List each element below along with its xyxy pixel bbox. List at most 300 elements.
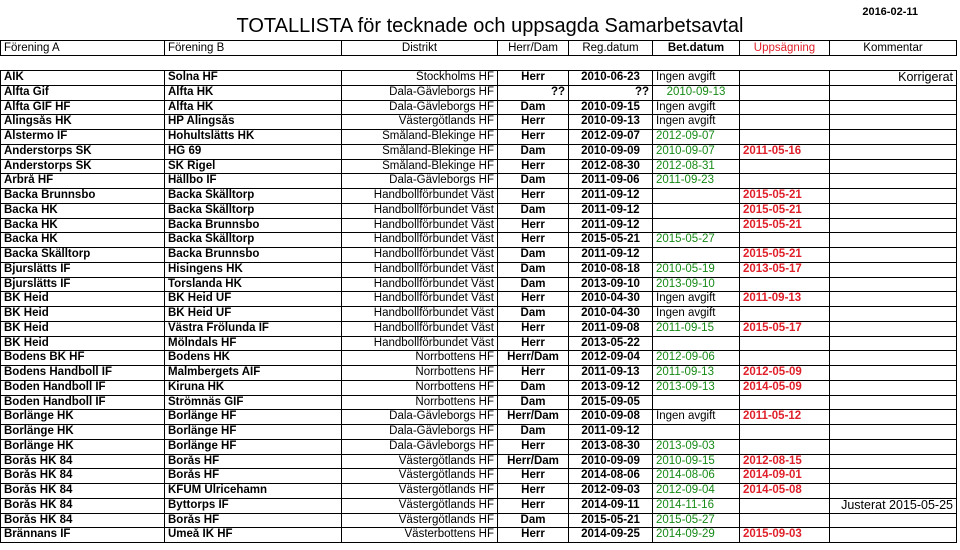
comment-cell <box>830 395 957 410</box>
club-b-cell: Torslanda HK <box>165 277 342 292</box>
termination-cell <box>740 513 830 528</box>
termination-cell <box>740 307 830 322</box>
gender-cell: Herr <box>498 469 569 484</box>
district-cell: Handbollförbundet Väst <box>342 233 498 248</box>
club-a-cell: Boden Handboll IF <box>1 395 165 410</box>
reg-date-cell: 2013-09-10 <box>569 277 653 292</box>
table-row <box>1 115 957 130</box>
club-a-cell: Bodens Handboll IF <box>1 366 165 381</box>
paid-date-cell: 2014-11-16 <box>653 498 740 513</box>
termination-cell: 2015-05-17 <box>740 321 830 336</box>
table-row <box>1 189 957 204</box>
paid-date-cell: 2010-05-19 <box>653 262 740 277</box>
header-uppsagning: Uppsägning <box>740 41 830 56</box>
reg-date-cell: 2015-05-21 <box>569 513 653 528</box>
table-row <box>1 233 957 248</box>
comment-cell <box>830 100 957 115</box>
table-row <box>1 513 957 528</box>
club-b-cell: KFUM Ulricehamn <box>165 484 342 499</box>
header-reg-datum: Reg.datum <box>569 41 653 56</box>
reg-date-cell: 2010-04-30 <box>569 307 653 322</box>
gender-cell: Herr/Dam <box>498 454 569 469</box>
gender-cell: Herr <box>498 115 569 130</box>
district-cell: Handbollförbundet Väst <box>342 218 498 233</box>
table-row <box>1 439 957 454</box>
gender-cell: Herr <box>498 321 569 336</box>
gender-cell: Herr <box>498 336 569 351</box>
club-a-cell: Backa HK <box>1 203 165 218</box>
reg-date-cell: 2012-09-07 <box>569 130 653 145</box>
gender-cell: Herr <box>498 233 569 248</box>
district-cell: Västergötlands HF <box>342 469 498 484</box>
table-row <box>1 248 957 263</box>
termination-cell <box>740 498 830 513</box>
gender-cell: Herr <box>498 498 569 513</box>
termination-cell: 2014-05-09 <box>740 380 830 395</box>
gender-cell: Dam <box>498 277 569 292</box>
club-a-cell: Borås HK 84 <box>1 484 165 499</box>
paid-date-cell: 2010-09-13 <box>653 85 740 100</box>
club-b-cell: BK Heid UF <box>165 307 342 322</box>
district-cell: Dala-Gävleborgs HF <box>342 85 498 100</box>
gender-cell: Herr <box>498 71 569 86</box>
comment-cell <box>830 484 957 499</box>
gender-cell: ?? <box>498 85 569 100</box>
club-b-cell: Malmbergets AIF <box>165 366 342 381</box>
paid-date-cell <box>653 395 740 410</box>
district-cell: Småland-Blekinge HF <box>342 159 498 174</box>
termination-cell: 2015-05-21 <box>740 248 830 263</box>
reg-date-cell: 2015-09-05 <box>569 395 653 410</box>
paid-date-cell: 2011-09-23 <box>653 174 740 189</box>
club-a-cell: Brännans IF <box>1 528 165 543</box>
termination-cell: 2012-08-15 <box>740 454 830 469</box>
district-cell: Handbollförbundet Väst <box>342 262 498 277</box>
gender-cell: Herr <box>498 159 569 174</box>
header-herr-dam: Herr/Dam <box>498 41 569 56</box>
table-row <box>1 85 957 100</box>
comment-cell: Justerat 2015-05-25 <box>830 498 957 513</box>
club-b-cell: HG 69 <box>165 144 342 159</box>
comment-cell: Korrigerat <box>830 71 957 86</box>
gender-cell: Herr <box>498 292 569 307</box>
table-row <box>1 159 957 174</box>
reg-date-cell: 2011-09-12 <box>569 248 653 263</box>
paid-date-cell: Ingen avgift <box>653 410 740 425</box>
district-cell: Västerbottens HF <box>342 528 498 543</box>
reg-date-cell: 2012-08-30 <box>569 159 653 174</box>
termination-cell: 2014-05-08 <box>740 484 830 499</box>
header-distrikt: Distrikt <box>342 41 498 56</box>
comment-cell <box>830 336 957 351</box>
termination-cell: 2011-05-16 <box>740 144 830 159</box>
reg-date-cell: 2014-09-11 <box>569 498 653 513</box>
comment-cell <box>830 277 957 292</box>
reg-date-cell: 2011-09-12 <box>569 189 653 204</box>
gender-cell: Dam <box>498 380 569 395</box>
district-cell: Handbollförbundet Väst <box>342 292 498 307</box>
table-row <box>1 174 957 189</box>
reg-date-cell: 2013-08-30 <box>569 439 653 454</box>
gender-cell: Dam <box>498 203 569 218</box>
comment-cell <box>830 410 957 425</box>
gender-cell: Herr <box>498 130 569 145</box>
table-row <box>1 469 957 484</box>
comment-cell <box>830 292 957 307</box>
table-row <box>1 100 957 115</box>
district-cell: Västergötlands HF <box>342 513 498 528</box>
club-a-cell: BK Heid <box>1 292 165 307</box>
termination-cell <box>740 336 830 351</box>
table-row <box>1 410 957 425</box>
table-row <box>1 292 957 307</box>
comment-cell <box>830 174 957 189</box>
header-forening-b: Förening B <box>165 41 342 56</box>
club-b-cell: Borlänge HF <box>165 439 342 454</box>
termination-cell <box>740 395 830 410</box>
table-row <box>1 380 957 395</box>
paid-date-cell: 2014-08-06 <box>653 469 740 484</box>
club-b-cell: Västra Frölunda IF <box>165 321 342 336</box>
district-cell: Norrbottens HF <box>342 366 498 381</box>
paid-date-cell: Ingen avgift <box>653 292 740 307</box>
gender-cell: Herr <box>498 218 569 233</box>
club-a-cell: Bjurslätts IF <box>1 262 165 277</box>
paid-date-cell <box>653 425 740 440</box>
paid-date-cell: 2011-09-13 <box>653 366 740 381</box>
paid-date-cell <box>653 248 740 263</box>
paid-date-cell <box>653 336 740 351</box>
termination-cell <box>740 100 830 115</box>
club-a-cell: Arbrå HF <box>1 174 165 189</box>
reg-date-cell: 2010-04-30 <box>569 292 653 307</box>
table-row <box>1 425 957 440</box>
club-a-cell: Borås HK 84 <box>1 454 165 469</box>
district-cell: Västergötlands HF <box>342 498 498 513</box>
table-row <box>1 366 957 381</box>
club-a-cell: Alfta GIF HF <box>1 100 165 115</box>
document-title: TOTALLISTA för tecknade och uppsagda Samarbetsavtal <box>236 15 744 37</box>
district-cell: Dala-Gävleborgs HF <box>342 410 498 425</box>
club-a-cell: Backa Brunnsbo <box>1 189 165 204</box>
district-cell: Handbollförbundet Väst <box>342 321 498 336</box>
district-cell: Norrbottens HF <box>342 395 498 410</box>
club-a-cell: Borås HK 84 <box>1 469 165 484</box>
table-row <box>1 321 957 336</box>
district-cell: Småland-Blekinge HF <box>342 130 498 145</box>
club-a-cell: Boden Handboll IF <box>1 380 165 395</box>
club-b-cell: BK Heid UF <box>165 292 342 307</box>
gender-cell: Dam <box>498 395 569 410</box>
termination-cell <box>740 174 830 189</box>
comment-cell <box>830 366 957 381</box>
reg-date-cell: 2011-09-08 <box>569 321 653 336</box>
club-b-cell: HP Alingsås <box>165 115 342 130</box>
reg-date-cell: ?? <box>569 85 653 100</box>
termination-cell <box>740 130 830 145</box>
paid-date-cell: 2012-08-31 <box>653 159 740 174</box>
paid-date-cell: Ingen avgift <box>653 115 740 130</box>
termination-cell <box>740 85 830 100</box>
reg-date-cell: 2015-05-21 <box>569 233 653 248</box>
agreements-table <box>0 70 957 543</box>
district-cell: Småland-Blekinge HF <box>342 144 498 159</box>
reg-date-cell: 2014-08-06 <box>569 469 653 484</box>
paid-date-cell: 2010-09-15 <box>653 454 740 469</box>
comment-cell <box>830 189 957 204</box>
termination-cell: 2011-05-12 <box>740 410 830 425</box>
club-b-cell: Backa Skälltorp <box>165 203 342 218</box>
club-a-cell: Bjurslätts IF <box>1 277 165 292</box>
gender-cell: Dam <box>498 307 569 322</box>
comment-cell <box>830 454 957 469</box>
comment-cell <box>830 248 957 263</box>
district-cell: Dala-Gävleborgs HF <box>342 425 498 440</box>
paid-date-cell: 2013-09-03 <box>653 439 740 454</box>
club-b-cell: Solna HF <box>165 71 342 86</box>
termination-cell <box>740 115 830 130</box>
table-row <box>1 484 957 499</box>
club-b-cell: Backa Brunnsbo <box>165 248 342 263</box>
reg-date-cell: 2014-09-25 <box>569 528 653 543</box>
comment-cell <box>830 469 957 484</box>
district-cell: Stockholms HF <box>342 71 498 86</box>
termination-cell: 2011-09-13 <box>740 292 830 307</box>
document-date: 2016-02-11 <box>862 6 918 18</box>
district-cell: Norrbottens HF <box>342 380 498 395</box>
paid-date-cell: 2013-09-13 <box>653 380 740 395</box>
table-row <box>1 218 957 233</box>
reg-date-cell: 2013-09-12 <box>569 380 653 395</box>
reg-date-cell: 2012-09-04 <box>569 351 653 366</box>
district-cell: Handbollförbundet Väst <box>342 189 498 204</box>
paid-date-cell: 2010-09-07 <box>653 144 740 159</box>
paid-date-cell: 2015-05-27 <box>653 233 740 248</box>
club-b-cell: Borås HF <box>165 454 342 469</box>
termination-cell <box>740 439 830 454</box>
termination-cell: 2014-09-01 <box>740 469 830 484</box>
paid-date-cell: 2014-09-29 <box>653 528 740 543</box>
table-row <box>1 307 957 322</box>
club-a-cell: Alingsås HK <box>1 115 165 130</box>
reg-date-cell: 2013-05-22 <box>569 336 653 351</box>
reg-date-cell: 2010-09-08 <box>569 410 653 425</box>
club-b-cell: Hohultslätts HK <box>165 130 342 145</box>
header-forening-a: Förening A <box>1 41 165 56</box>
club-b-cell: Backa Skälltorp <box>165 189 342 204</box>
paid-date-cell: Ingen avgift <box>653 307 740 322</box>
district-cell: Västergötlands HF <box>342 484 498 499</box>
termination-cell <box>740 71 830 86</box>
district-cell: Handbollförbundet Väst <box>342 336 498 351</box>
gender-cell: Dam <box>498 262 569 277</box>
gender-cell: Herr <box>498 484 569 499</box>
comment-cell <box>830 218 957 233</box>
header-bet-datum: Bet.datum <box>653 41 740 56</box>
comment-cell <box>830 130 957 145</box>
club-a-cell: BK Heid <box>1 307 165 322</box>
paid-date-cell <box>653 189 740 204</box>
paid-date-cell <box>653 203 740 218</box>
club-a-cell: Anderstorps SK <box>1 159 165 174</box>
table-row <box>1 528 957 543</box>
club-b-cell: Strömnäs GIF <box>165 395 342 410</box>
club-a-cell: Borlänge HK <box>1 410 165 425</box>
club-b-cell: Hisingens HK <box>165 262 342 277</box>
table-row <box>1 395 957 410</box>
comment-cell <box>830 233 957 248</box>
club-a-cell: Alfta Gif <box>1 85 165 100</box>
gender-cell: Herr/Dam <box>498 351 569 366</box>
district-cell: Handbollförbundet Väst <box>342 307 498 322</box>
reg-date-cell: 2011-09-12 <box>569 203 653 218</box>
paid-date-cell: 2015-05-27 <box>653 513 740 528</box>
comment-cell <box>830 380 957 395</box>
paid-date-cell: 2012-09-07 <box>653 130 740 145</box>
reg-date-cell: 2012-09-03 <box>569 484 653 499</box>
reg-date-cell: 2010-09-09 <box>569 454 653 469</box>
termination-cell <box>740 159 830 174</box>
table-row <box>1 498 957 513</box>
gender-cell: Dam <box>498 248 569 263</box>
district-cell: Dala-Gävleborgs HF <box>342 439 498 454</box>
reg-date-cell: 2010-09-09 <box>569 144 653 159</box>
club-a-cell: Backa HK <box>1 233 165 248</box>
comment-cell <box>830 203 957 218</box>
reg-date-cell: 2011-09-12 <box>569 218 653 233</box>
paid-date-cell: Ingen avgift <box>653 71 740 86</box>
table-row <box>1 262 957 277</box>
club-b-cell: SK Rigel <box>165 159 342 174</box>
table-row <box>1 277 957 292</box>
termination-cell <box>740 351 830 366</box>
reg-date-cell: 2010-09-15 <box>569 100 653 115</box>
paid-date-cell: 2013-09-10 <box>653 277 740 292</box>
gender-cell: Dam <box>498 513 569 528</box>
comment-cell <box>830 439 957 454</box>
termination-cell: 2015-05-21 <box>740 203 830 218</box>
club-b-cell: Backa Skälltorp <box>165 233 342 248</box>
comment-cell <box>830 425 957 440</box>
reg-date-cell: 2011-09-06 <box>569 174 653 189</box>
gender-cell: Dam <box>498 144 569 159</box>
comment-cell <box>830 144 957 159</box>
club-b-cell: Hällbo IF <box>165 174 342 189</box>
club-a-cell: AIK <box>1 71 165 86</box>
comment-cell <box>830 307 957 322</box>
gender-cell: Herr <box>498 189 569 204</box>
district-cell: Västergötlands HF <box>342 115 498 130</box>
termination-cell: 2013-05-17 <box>740 262 830 277</box>
club-b-cell: Backa Brunnsbo <box>165 218 342 233</box>
table-row <box>1 336 957 351</box>
header-kommentar: Kommentar <box>830 41 957 56</box>
gender-cell: Dam <box>498 100 569 115</box>
club-b-cell: Borlänge HF <box>165 425 342 440</box>
table-row <box>1 144 957 159</box>
gender-cell: Herr <box>498 528 569 543</box>
club-a-cell: Anderstorps SK <box>1 144 165 159</box>
district-cell: Handbollförbundet Väst <box>342 203 498 218</box>
comment-cell <box>830 321 957 336</box>
club-b-cell: Borlänge HF <box>165 410 342 425</box>
club-b-cell: Alfta HK <box>165 100 342 115</box>
comment-cell <box>830 85 957 100</box>
district-cell: Dala-Gävleborgs HF <box>342 174 498 189</box>
table-row <box>1 351 957 366</box>
paid-date-cell <box>653 218 740 233</box>
district-cell: Handbollförbundet Väst <box>342 248 498 263</box>
club-b-cell: Umeå IK HF <box>165 528 342 543</box>
club-b-cell: Borås HF <box>165 513 342 528</box>
club-a-cell: Backa HK <box>1 218 165 233</box>
termination-cell: 2015-05-21 <box>740 189 830 204</box>
gender-cell: Herr <box>498 439 569 454</box>
club-b-cell: Mölndals HF <box>165 336 342 351</box>
termination-cell <box>740 425 830 440</box>
district-cell: Dala-Gävleborgs HF <box>342 100 498 115</box>
district-cell: Norrbottens HF <box>342 351 498 366</box>
reg-date-cell: 2011-09-13 <box>569 366 653 381</box>
club-a-cell: BK Heid <box>1 336 165 351</box>
comment-cell <box>830 115 957 130</box>
gender-cell: Dam <box>498 425 569 440</box>
reg-date-cell: 2010-06-23 <box>569 71 653 86</box>
comment-cell <box>830 351 957 366</box>
club-b-cell: Bodens HK <box>165 351 342 366</box>
gender-cell: Dam <box>498 174 569 189</box>
reg-date-cell: 2011-09-12 <box>569 425 653 440</box>
club-a-cell: Borås HK 84 <box>1 513 165 528</box>
club-a-cell: BK Heid <box>1 321 165 336</box>
club-b-cell: Byttorps IF <box>165 498 342 513</box>
termination-cell <box>740 277 830 292</box>
gender-cell: Herr/Dam <box>498 410 569 425</box>
district-cell: Västergötlands HF <box>342 454 498 469</box>
comment-cell <box>830 262 957 277</box>
club-b-cell: Kiruna HK <box>165 380 342 395</box>
termination-cell <box>740 233 830 248</box>
reg-date-cell: 2010-08-18 <box>569 262 653 277</box>
comment-cell <box>830 159 957 174</box>
table-row <box>1 130 957 145</box>
club-a-cell: Borlänge HK <box>1 425 165 440</box>
termination-cell: 2015-09-03 <box>740 528 830 543</box>
club-a-cell: Borlänge HK <box>1 439 165 454</box>
column-header-row <box>0 40 957 56</box>
paid-date-cell: Ingen avgift <box>653 100 740 115</box>
paid-date-cell: 2012-09-04 <box>653 484 740 499</box>
club-b-cell: Borås HF <box>165 469 342 484</box>
table-row <box>1 71 957 86</box>
paid-date-cell: 2012-09-06 <box>653 351 740 366</box>
comment-cell <box>830 528 957 543</box>
club-b-cell: Alfta HK <box>165 85 342 100</box>
comment-cell <box>830 513 957 528</box>
table-row <box>1 454 957 469</box>
paid-date-cell: 2011-09-15 <box>653 321 740 336</box>
club-a-cell: Alstermo IF <box>1 130 165 145</box>
club-a-cell: Bodens BK HF <box>1 351 165 366</box>
termination-cell: 2012-05-09 <box>740 366 830 381</box>
reg-date-cell: 2010-09-13 <box>569 115 653 130</box>
district-cell: Handbollförbundet Väst <box>342 277 498 292</box>
table-row <box>1 203 957 218</box>
termination-cell: 2015-05-21 <box>740 218 830 233</box>
club-a-cell: Borås HK 84 <box>1 498 165 513</box>
gender-cell: Herr <box>498 366 569 381</box>
club-a-cell: Backa Skälltorp <box>1 248 165 263</box>
